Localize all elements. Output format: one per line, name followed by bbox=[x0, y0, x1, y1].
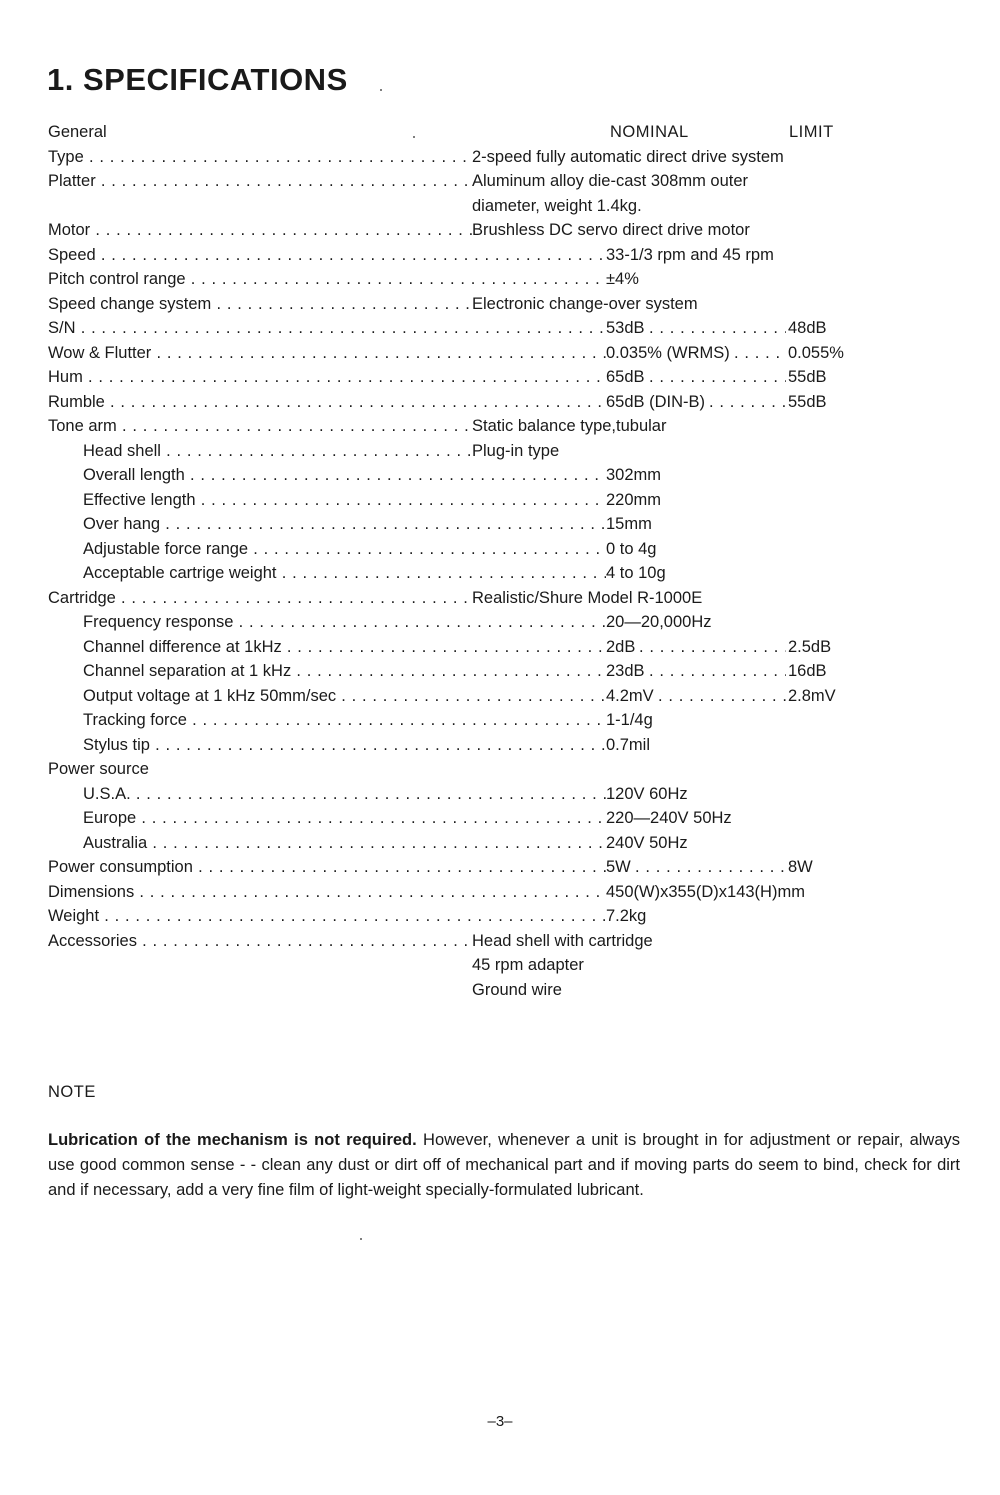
spec-value: 0.035% (WRMS) bbox=[606, 341, 730, 366]
spec-limit-value: 48dB bbox=[788, 316, 827, 341]
spec-row bbox=[48, 194, 928, 219]
spec-label: Dimensions . . . bbox=[48, 880, 606, 905]
spec-value: 0 to 4g bbox=[606, 537, 656, 562]
spec-row bbox=[48, 659, 928, 684]
limit-column-header: LIMIT bbox=[789, 123, 834, 141]
spec-value: 23dB bbox=[606, 659, 645, 684]
spec-label: Tone arm . . . bbox=[48, 414, 472, 439]
limit-leader-dots bbox=[649, 659, 786, 684]
spec-value: Aluminum alloy die-cast 308mm outer bbox=[472, 169, 748, 194]
spec-value: 5W bbox=[606, 855, 631, 880]
spec-label: Power source bbox=[48, 760, 149, 778]
limit-leader-dots bbox=[734, 341, 786, 366]
spec-limit-value: 2.5dB bbox=[788, 635, 831, 660]
spec-value: 2-speed fully automatic direct drive system bbox=[472, 145, 784, 170]
spec-label: Rumble . . . bbox=[48, 390, 606, 415]
spec-value: Plug-in type bbox=[472, 439, 559, 464]
scan-speck bbox=[413, 136, 415, 138]
spec-row bbox=[48, 169, 928, 194]
spec-value: Static balance type,tubular bbox=[472, 414, 666, 439]
spec-row bbox=[48, 537, 928, 562]
spec-label: Effective length . . . bbox=[83, 488, 606, 513]
spec-value: 0.7mil bbox=[606, 733, 650, 758]
spec-row bbox=[48, 561, 928, 586]
spec-value: 450(W)x355(D)x143(H)mm bbox=[606, 880, 805, 905]
spec-label: Wow & Flutter . . . bbox=[48, 341, 606, 366]
spec-value: 1-1/4g bbox=[606, 708, 653, 733]
spec-row bbox=[48, 855, 928, 880]
spec-value: 45 rpm adapter bbox=[472, 953, 584, 978]
spec-limit-value: 16dB bbox=[788, 659, 827, 684]
spec-value: diameter, weight 1.4kg. bbox=[472, 194, 642, 219]
spec-row bbox=[48, 365, 928, 390]
spec-row bbox=[48, 414, 928, 439]
spec-value: Realistic/Shure Model R-1000E bbox=[472, 586, 702, 611]
spec-row bbox=[48, 292, 928, 317]
spec-label: Motor . . . bbox=[48, 218, 472, 243]
scan-speck bbox=[380, 89, 382, 91]
spec-row bbox=[48, 145, 928, 170]
note-bold-lead: Lubrication of the mechanism is not required. bbox=[48, 1131, 417, 1149]
spec-label: Australia . . . bbox=[83, 831, 606, 856]
spec-row bbox=[48, 316, 928, 341]
spec-label: Channel difference at 1kHz . . . bbox=[83, 635, 606, 660]
spec-value: 302mm bbox=[606, 463, 661, 488]
spec-label: Speed . . . bbox=[48, 243, 606, 268]
spec-label: U.S.A. . . . bbox=[83, 782, 606, 807]
spec-row bbox=[48, 610, 928, 635]
spec-label: Cartridge . . . bbox=[48, 586, 472, 611]
spec-label: Output voltage at 1 kHz 50mm/sec . . . bbox=[83, 684, 606, 709]
spec-label: Tracking force . . . bbox=[83, 708, 606, 733]
limit-leader-dots bbox=[649, 365, 786, 390]
scan-speck bbox=[360, 1238, 362, 1240]
spec-label: Platter . . . bbox=[48, 169, 472, 194]
spec-label: Power consumption . . . bbox=[48, 855, 606, 880]
page-number: –3– bbox=[487, 1413, 513, 1430]
spec-label: Head shell . . . bbox=[83, 439, 472, 464]
spec-row bbox=[48, 243, 928, 268]
spec-label: Europe . . . bbox=[83, 806, 606, 831]
spec-label: Overall length . . . bbox=[83, 463, 606, 488]
page-title: 1. SPECIFICATIONS bbox=[47, 62, 348, 97]
spec-row bbox=[48, 439, 928, 464]
spec-value: Brushless DC servo direct drive motor bbox=[472, 218, 750, 243]
spec-value: 120V 60Hz bbox=[606, 782, 688, 807]
nominal-column-header: NOMINAL bbox=[610, 123, 689, 141]
spec-row bbox=[48, 586, 928, 611]
spec-header-row bbox=[48, 120, 928, 145]
spec-value: 4.2mV bbox=[606, 684, 654, 709]
limit-leader-dots bbox=[635, 855, 786, 880]
spec-label: Weight . . . bbox=[48, 904, 606, 929]
spec-row bbox=[48, 463, 928, 488]
note-body-text: However, whenever a unit is brought in for adjustment or repair, always use good common sense - - clean any dust or dirt off of mechanical part and if moving parts do seem to bind, check for dirt and if necessary, add a very fine film of light-weight specially-formulated lubricant. bbox=[48, 1131, 961, 1199]
spec-value: 20—20,000Hz bbox=[606, 610, 712, 635]
spec-limit-value: 8W bbox=[788, 855, 813, 880]
spec-label: Hum . . . bbox=[48, 365, 606, 390]
spec-row bbox=[48, 978, 928, 1003]
spec-row bbox=[48, 953, 928, 978]
note-heading: NOTE bbox=[48, 1083, 96, 1101]
limit-leader-dots bbox=[658, 684, 786, 709]
spec-label: Adjustable force range . . . bbox=[83, 537, 606, 562]
spec-value: 7.2kg bbox=[606, 904, 646, 929]
spec-row bbox=[48, 708, 928, 733]
spec-row bbox=[48, 757, 928, 782]
spec-value: 4 to 10g bbox=[606, 561, 666, 586]
spec-row bbox=[48, 390, 928, 415]
spec-row bbox=[48, 880, 928, 905]
spec-row bbox=[48, 831, 928, 856]
spec-label: S/N . . . bbox=[48, 316, 606, 341]
spec-value: 2dB bbox=[606, 635, 635, 660]
spec-value: 220mm bbox=[606, 488, 661, 513]
spec-value: 65dB bbox=[606, 365, 645, 390]
spec-value: 65dB (DIN-B) bbox=[606, 390, 705, 415]
spec-row bbox=[48, 488, 928, 513]
spec-label: Frequency response . . . bbox=[83, 610, 606, 635]
spec-row bbox=[48, 929, 928, 954]
spec-row bbox=[48, 806, 928, 831]
limit-leader-dots bbox=[649, 316, 786, 341]
spec-row bbox=[48, 782, 928, 807]
spec-value: 53dB bbox=[606, 316, 645, 341]
spec-value: 240V 50Hz bbox=[606, 831, 688, 856]
spec-value: 220—240V 50Hz bbox=[606, 806, 732, 831]
spec-value: 33-1/3 rpm and 45 rpm bbox=[606, 243, 774, 268]
spec-row bbox=[48, 267, 928, 292]
spec-limit-value: 2.8mV bbox=[788, 684, 836, 709]
limit-leader-dots bbox=[709, 390, 786, 415]
section-label-general: General bbox=[48, 123, 107, 141]
spec-label: Accessories . . . bbox=[48, 929, 472, 954]
spec-label: Stylus tip . . . bbox=[83, 733, 606, 758]
spec-label: Acceptable cartrige weight . . . bbox=[83, 561, 606, 586]
spec-label: Speed change system . . . bbox=[48, 292, 472, 317]
spec-label: Pitch control range . . . bbox=[48, 267, 606, 292]
spec-limit-value: 55dB bbox=[788, 365, 827, 390]
spec-row bbox=[48, 635, 928, 660]
specifications-table bbox=[48, 120, 928, 1002]
spec-row bbox=[48, 733, 928, 758]
spec-value: Head shell with cartridge bbox=[472, 929, 653, 954]
spec-value: Ground wire bbox=[472, 978, 562, 1003]
spec-row bbox=[48, 218, 928, 243]
spec-limit-value: 55dB bbox=[788, 390, 827, 415]
limit-leader-dots bbox=[639, 635, 786, 660]
spec-limit-value: 0.055% bbox=[788, 341, 844, 366]
spec-value: Electronic change-over system bbox=[472, 292, 698, 317]
spec-label: Over hang . . . bbox=[83, 512, 606, 537]
spec-label: Type . . . bbox=[48, 145, 472, 170]
spec-row bbox=[48, 684, 928, 709]
spec-row bbox=[48, 512, 928, 537]
note-paragraph bbox=[48, 1128, 960, 1203]
spec-row bbox=[48, 341, 928, 366]
spec-row bbox=[48, 904, 928, 929]
spec-value: ±4% bbox=[606, 267, 639, 292]
spec-label: Channel separation at 1 kHz . . . bbox=[83, 659, 606, 684]
spec-value: 15mm bbox=[606, 512, 652, 537]
